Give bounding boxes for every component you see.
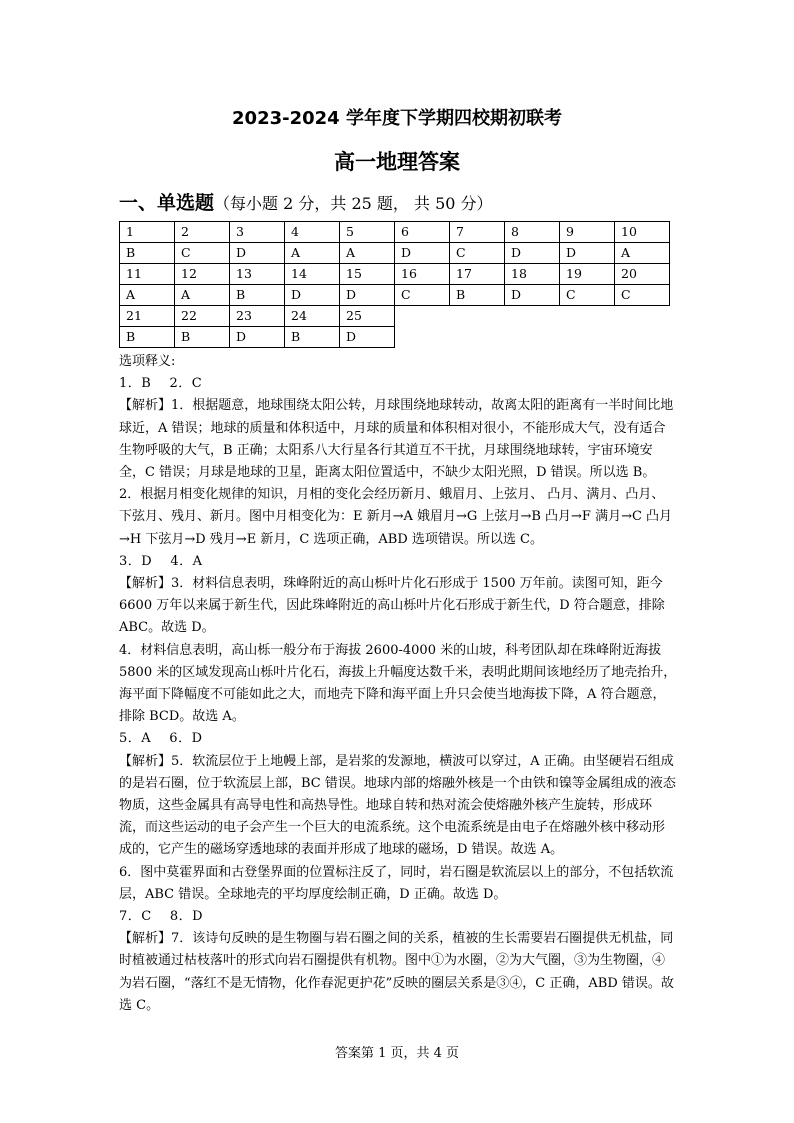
- answer-table-cell: C: [395, 285, 450, 306]
- answer-table-cell: B: [175, 327, 230, 348]
- answer-table-cell: 10: [615, 222, 670, 243]
- answer-table-cell: A: [285, 243, 340, 264]
- answer-table-cell: 24: [285, 306, 340, 327]
- answer-table-cell: 17: [450, 264, 505, 285]
- answer-table-cell: 14: [285, 264, 340, 285]
- section-heading-label: 一、单选题: [119, 192, 215, 214]
- explanation-line: 5．A 6．D: [119, 731, 203, 747]
- answer-table-cell: C: [615, 285, 670, 306]
- answer-table: [119, 221, 670, 348]
- answer-table-cell: 9: [560, 222, 615, 243]
- answer-table-cell: [615, 306, 670, 327]
- answer-table-cell: 4: [285, 222, 340, 243]
- answer-table-cell: 22: [175, 306, 230, 327]
- answer-table-cell: C: [175, 243, 230, 264]
- answer-table-cell: D: [340, 285, 395, 306]
- explanation-line: 【解析】3．材料信息表明，珠峰附近的高山栎叶片化石形成于 1500 万年前。读图可知，距今 6600 万年以来属于新生代，因此珠峰附近的高山栎叶片化石形成于新生代，D 符合题意，排除 ABC。故选 D。: [119, 576, 665, 636]
- answer-table-cell: D: [505, 285, 560, 306]
- answer-table-cell: D: [560, 243, 615, 264]
- explanation-line: 【解析】7．该诗句反映的是生物圈与岩石圈之间的关系，植被的生长需要岩石圈提供无机盐，同时植被通过枯枝落叶的形式向岩石圈提供有机物。图中①为水圈，②为大气圈，③为生物圈，④为岩石圈，“落红不是无情物，化作春泥更护花”反映的圈层关系是③④，C 正确，ABD 错误。故选 C。: [119, 931, 674, 1013]
- answer-table-row: [120, 243, 670, 264]
- answer-table-cell: 13: [230, 264, 285, 285]
- explanation-line: 7．C 8．D: [119, 909, 204, 925]
- answer-table-cell: B: [230, 285, 285, 306]
- answer-table-cell: 23: [230, 306, 285, 327]
- answer-table-cell: D: [230, 243, 285, 264]
- answer-table-cell: D: [230, 327, 285, 348]
- answer-table-cell: 19: [560, 264, 615, 285]
- explanation-line: 【解析】1．根据题意，地球围绕太阳公转，月球围绕地球转动，故离太阳的距离有一半时间比地球近，A 错误；地球的质量和体积适中，月球的质量和体积相对很小，不能形成大气，没有适合生物呼吸的大气，B 正确；太阳系八大行星各行其道互不干扰，月球围绕地球转，宇宙环境安全，C 错误；月球是地球的卫星，距离太阳位置适中，不缺少太阳光照，D 错误。所以选 B。: [119, 398, 674, 481]
- answer-table-cell: D: [285, 285, 340, 306]
- answer-table-row: [120, 285, 670, 306]
- answer-table-cell: A: [175, 285, 230, 306]
- answer-table-cell: 11: [120, 264, 175, 285]
- answer-table-cell: D: [505, 243, 560, 264]
- page-footer: 答案第 1 页，共 4 页: [334, 1046, 460, 1061]
- answer-table-cell: 12: [175, 264, 230, 285]
- answer-table-row: [120, 306, 670, 327]
- answer-table-cell: [615, 327, 670, 348]
- answer-table-cell: [450, 327, 505, 348]
- explanation-label: 选项释义:: [119, 354, 176, 369]
- explanation-body: [119, 351, 677, 1017]
- explanation-line: 2．根据月相变化规律的知识，月相的变化会经历新月、蛾眉月、上弦月、 凸月、满月、凸月、下弦月、残月、新月。图中月相变化为：E 新月→A 娥眉月→G 上弦月→B 凸月→F 满月→C 凸月→H 下弦月→D 残月→E 新月，C 选项正确，ABD 选项错误。所以选 C。: [119, 487, 673, 547]
- explanation-line: 3．D 4．A: [119, 553, 203, 569]
- answer-table-cell: 7: [450, 222, 505, 243]
- answer-table-cell: C: [450, 243, 505, 264]
- answer-table-cell: 20: [615, 264, 670, 285]
- answer-table-cell: C: [560, 285, 615, 306]
- explanation-line: 6．图中莫霍界面和古登堡界面的位置标注反了，同时，岩石圈是软流层以上的部分，不包括软流层，ABC 错误。全球地壳的平均厚度绘制正确，D 正确。故选 D。: [119, 864, 674, 902]
- answer-table-cell: A: [120, 285, 175, 306]
- answer-table-cell: D: [340, 327, 395, 348]
- document-subtitle: 高一地理答案: [334, 150, 460, 174]
- answer-table-row: [120, 222, 670, 243]
- answer-table-cell: [560, 306, 615, 327]
- answer-table-cell: [395, 327, 450, 348]
- answer-table-cell: 8: [505, 222, 560, 243]
- answer-table-cell: A: [615, 243, 670, 264]
- section-heading: [119, 188, 493, 215]
- answer-table-cell: [560, 327, 615, 348]
- section-heading-note: （每小题 2 分，共 25 题， 共 50 分）: [214, 194, 493, 213]
- answer-table-cell: B: [285, 327, 340, 348]
- answer-table-cell: [450, 306, 505, 327]
- answer-table-cell: 18: [505, 264, 560, 285]
- answer-table-cell: 16: [395, 264, 450, 285]
- answer-table-cell: 2: [175, 222, 230, 243]
- explanation-line: 4．材料信息表明，高山栎一般分布于海拔 2600-4000 米的山坡，科考团队却在珠峰附近海拔 5800 米的区域发现高山栎叶片化石，海拔上升幅度达数千米，表明此期间该地经历了地壳抬升，海平面下降幅度不可能如此之大，而地壳下降和海平面上升只会使当地海拔下降，A 符合题意，排除 BCD。故选 A。: [119, 642, 677, 725]
- answer-table-row: [120, 264, 670, 285]
- answer-table-cell: B: [450, 285, 505, 306]
- answer-table-cell: 3: [230, 222, 285, 243]
- answer-table-cell: A: [340, 243, 395, 264]
- explanation-line: 1．B 2．C: [119, 376, 203, 392]
- answer-table-cell: D: [395, 243, 450, 264]
- answer-table-cell: [505, 327, 560, 348]
- answer-table-cell: B: [120, 243, 175, 264]
- answer-table-cell: 15: [340, 264, 395, 285]
- answer-table-cell: [505, 306, 560, 327]
- answer-table-cell: 6: [395, 222, 450, 243]
- answer-table-cell: 5: [340, 222, 395, 243]
- answer-table-cell: 1: [120, 222, 175, 243]
- answer-table-cell: B: [120, 327, 175, 348]
- document-title: 2023-2024 学年度下学期四校期初联考: [232, 108, 562, 129]
- answer-table-cell: 25: [340, 306, 395, 327]
- answer-table-cell: 21: [120, 306, 175, 327]
- explanation-line: 【解析】5．软流层位于上地幔上部，是岩浆的发源地，横波可以穿过，A 正确。由坚硬岩石组成的是岩石圈，位于软流层上部，BC 错误。地球内部的熔融外核是一个由铁和镍等金属组成的液态物质，这些金属具有高导电性和高热导性。地球自转和热对流会使熔融外核产生旋转，形成环流，而这些运动的电子会产生一个巨大的电流系统。这个电流系统是由电子在熔融外核中移动形成的，它产生的磁场穿透地球的表面并形成了地球的磁场，D 错误。故选 A。: [119, 753, 676, 858]
- answer-table-cell: [395, 306, 450, 327]
- answer-table-row: [120, 327, 670, 348]
